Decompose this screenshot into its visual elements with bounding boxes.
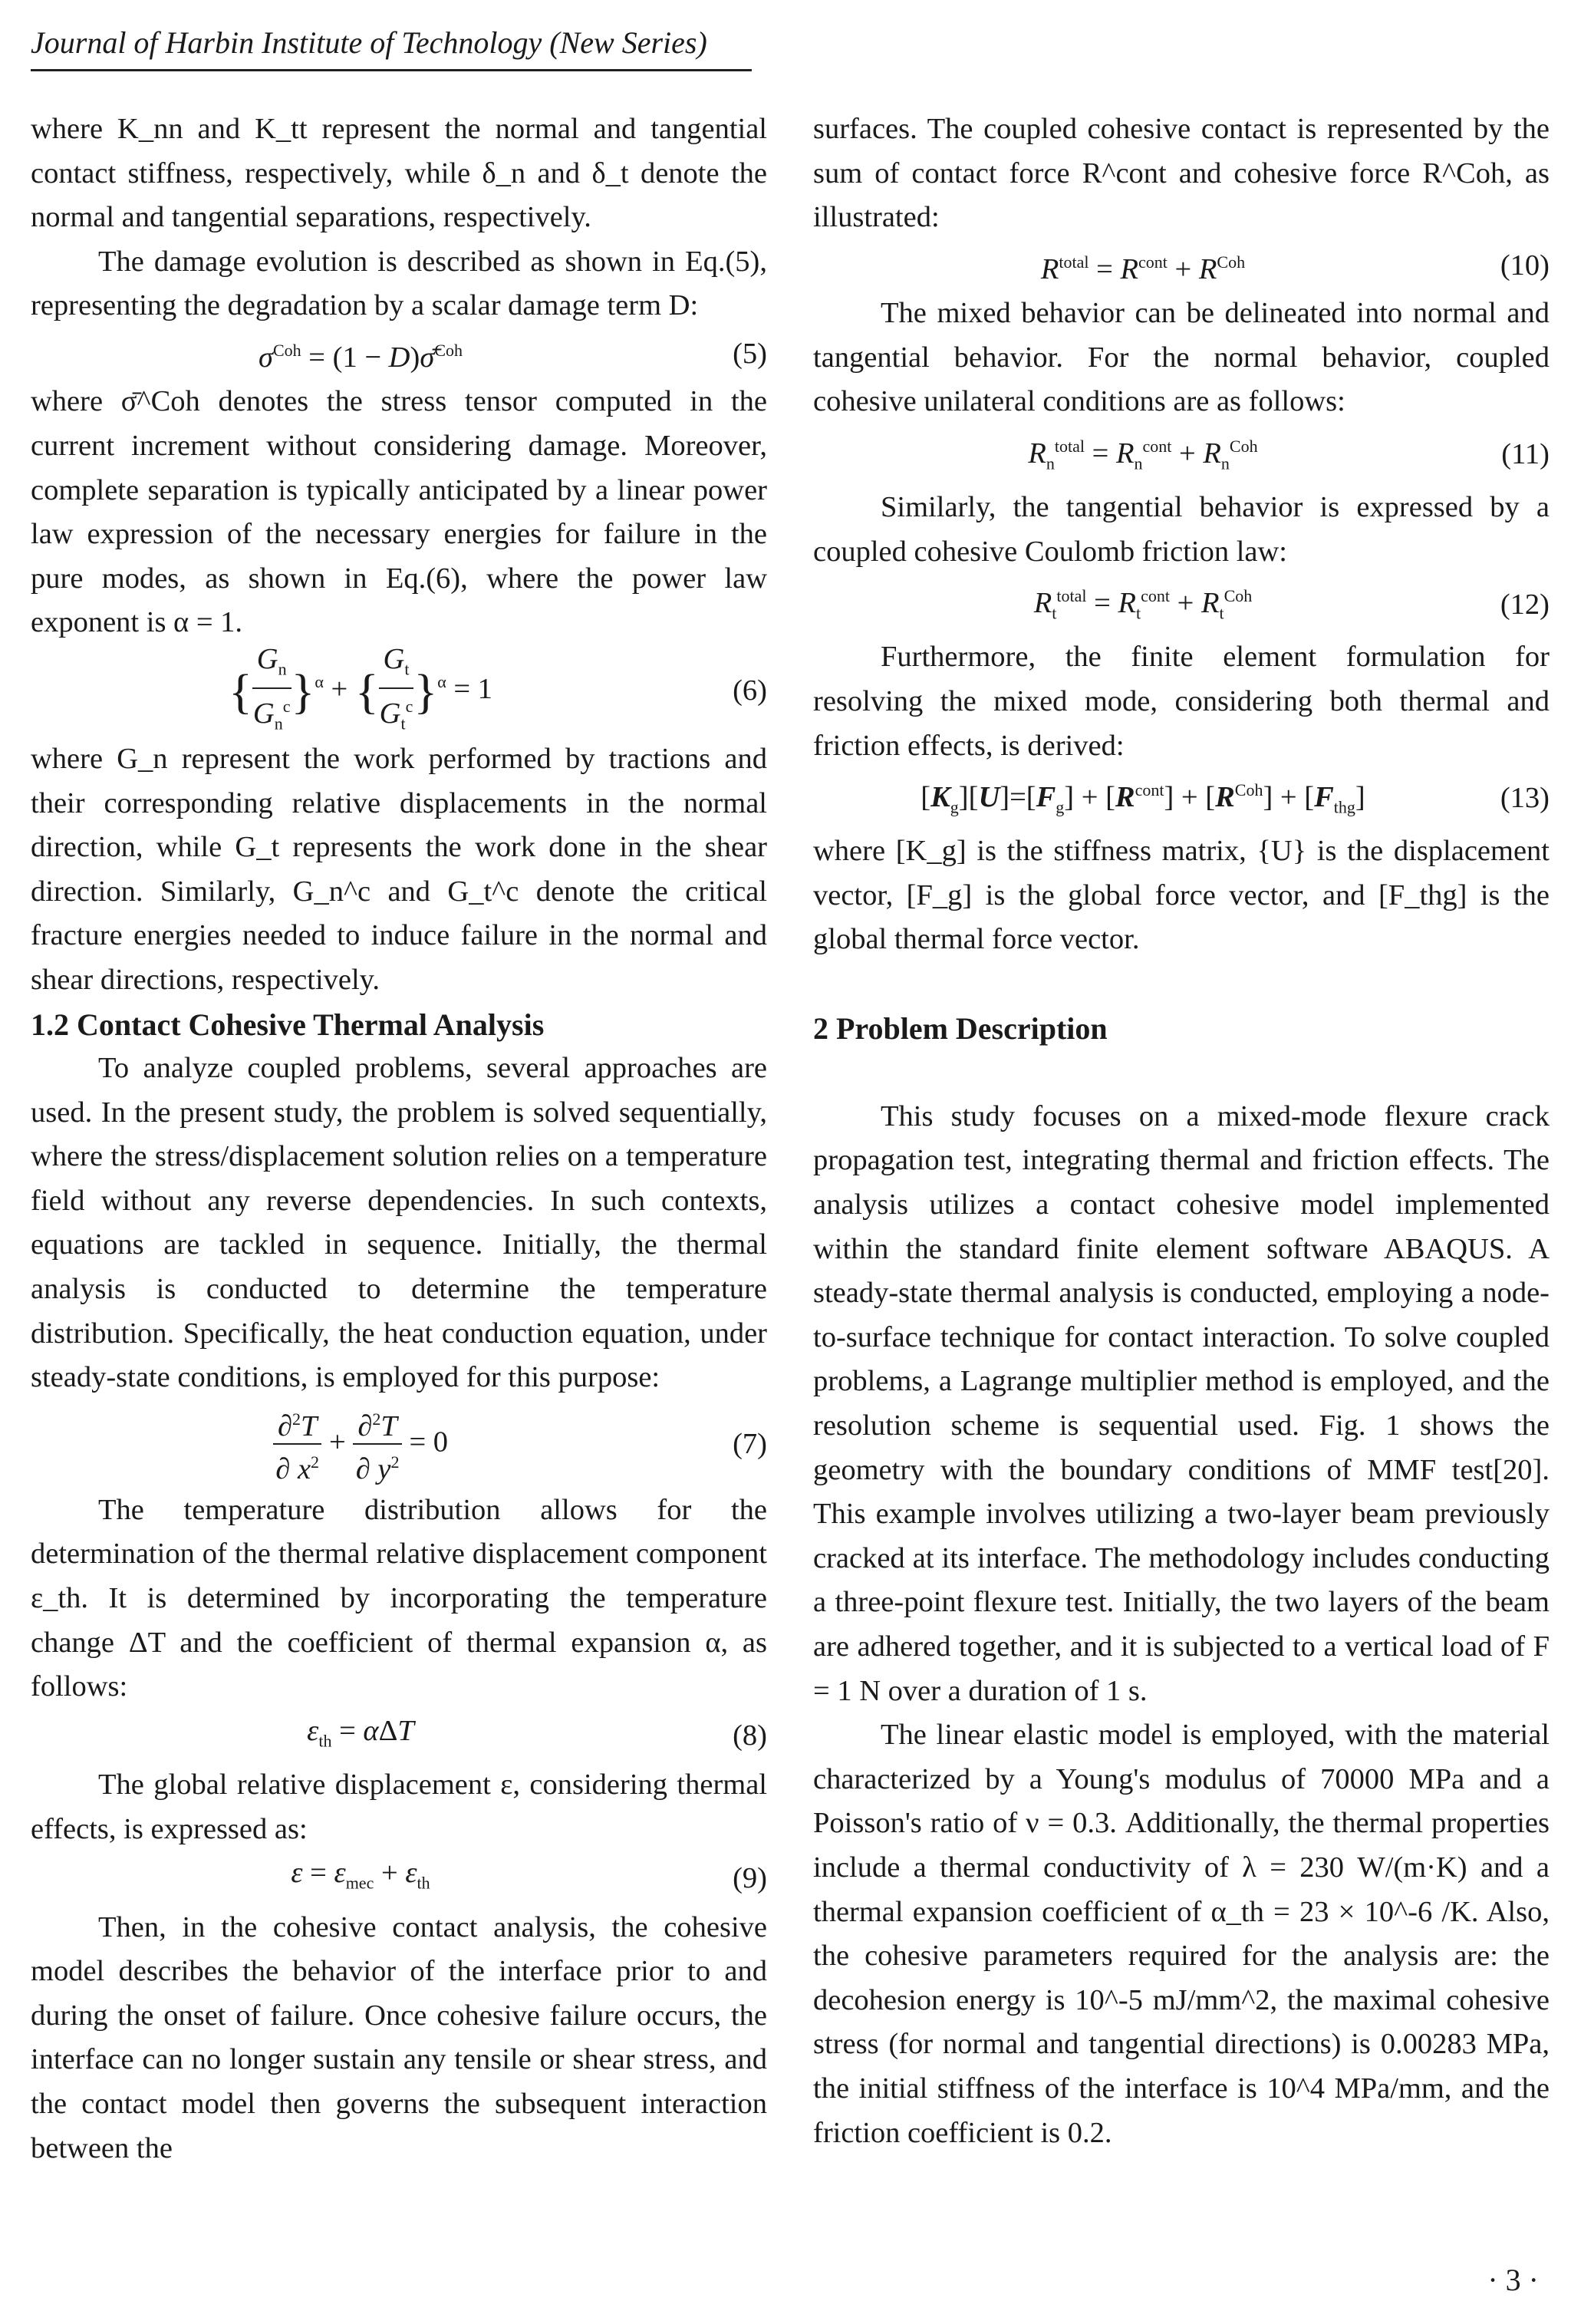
paragraph: The damage evolution is described as shown in Eq.(5), representing the degradation by a scalar damage term D: bbox=[31, 245, 767, 322]
equation-5: $\sigma^{Coh} = (1$ − D)σ̄$^{Coh}$ (5) bbox=[258, 337, 767, 374]
paragraph: Similarly, the tangential behavior is expressed by a coupled cohesive Coulomb friction law: bbox=[813, 491, 1550, 568]
paragraph: The temperature distribution allows for the determination of the thermal relative displacement component ε_th. It is determined by incorporating the temperature change ΔT and the coefficient of thermal expansion α, as follows: bbox=[31, 1493, 767, 1703]
paragraph: The mixed behavior can be delineated into normal and tangential behavior. For the normal behavior, coupled cohesive unilateral conditions are as follows: bbox=[813, 297, 1550, 418]
paragraph: The global relative displacement ε, considering thermal effects, is expressed as: bbox=[31, 1769, 767, 1845]
paragraph: To analyze coupled problems, several approaches are used. In the present study, the problem is solved sequentially, where the stress/displacement solution relies on a temperature field without any reverse dependencies. In such contexts, equations are tackled in sequence. Initially, the thermal analysis is conducted to determine the temperature distribution. Specifically, the heat conduction equation, under steady-state conditions, is employed for this purpose: bbox=[31, 1052, 767, 1394]
paragraph: where σ̄^Coh denotes the stress tensor computed in the current increment without considering damage. Moreover, complete separation is typically anticipated by a linear power law expression of the necessary energies for failure in the pure modes, as shown in Eq.(6), where the power law exponent is α = 1. bbox=[31, 385, 767, 639]
journal-header: Journal of Harbin Institute of Technology (New Series) bbox=[31, 25, 707, 60]
header-rule bbox=[31, 69, 752, 71]
equation-11: $R_n^{total} = R_n^{cont} + R_n^{Coh}$ (11) bbox=[1028, 436, 1550, 473]
paragraph: The linear elastic model is employed, with the material characterized by a Young's modulus of 70000 MPa and a Poisson's ratio of ν = 0.3. Additionally, the thermal properties include a thermal conductivity of λ = 230 W/(m·K) and a thermal expansion coefficient of α_th = 23 × 10^-6 /K. Also, the cohesive parameters required for the analysis are: the decohesion energy is 10^-5 mJ/mm^2, the maximal cohesive stress (for normal and tangential directions) is 0.00283 MPa, the initial stiffness of the interface is 10^4 MPa/mm, and the friction coefficient is 0.2. bbox=[813, 1719, 1550, 2149]
section-heading: 2 Problem Description bbox=[813, 1010, 1108, 1046]
section-heading: 1.2 Contact Cohesive Thermal Analysis bbox=[31, 1007, 545, 1042]
left-column bbox=[31, 107, 767, 2171]
equation-7: $\frac{\partial^2T}{\partial x^2}$ + $\frac{\partial^2T}{\partial y^2}$ = 0 (7) bbox=[31, 1400, 767, 1488]
paragraph: where [K_g] is the stiffness matrix, {U} is the displacement vector, [F_g] is the global force vector, and [F_thg] is the global thermal force vector. bbox=[813, 835, 1550, 956]
paragraph: surfaces. The coupled cohesive contact is represented by the sum of contact force R^cont and cohesive force R^Coh, as illustrated: bbox=[813, 113, 1550, 234]
equation-6: { $\frac{G_n}{G_n^c}$ }$^\alpha$ + { $\frac{G_t}{G_t^c}$ }$^\alpha$ = 1 (6) bbox=[229, 642, 767, 733]
paragraph: where K_nn and K_tt represent the normal and tangential contact stiffness, respectively, while δ_n and δ_t denote the normal and tangential separations, respectively. bbox=[31, 113, 767, 234]
paragraph: Then, in the cohesive contact analysis, the cohesive model describes the behavior of the interface prior to and during the onset of failure. Once cohesive failure occurs, the interface can no longer sustain any tensile or shear stress, and the contact model then governs the subsequent interaction between the bbox=[31, 1910, 767, 2164]
paragraph: where G_n represent the work performed by tractions and their corresponding relative displacements in the normal direction, while G_t represents the work done in the shear direction. Similarly, G_n^c and G_t^c denote the critical fracture energies needed to induce failure in the normal and shear directions, respectively. bbox=[31, 742, 767, 996]
equation-8: $\varepsilon_{th} = \alpha\Delta T$ (8) bbox=[307, 1714, 767, 1752]
paragraph: Furthermore, the finite element formulation for resolving the mixed mode, considering both thermal and friction effects, is derived: bbox=[813, 641, 1550, 762]
equation-10: $R^{total} = R^{cont} + R^{Coh}$ (10) bbox=[1040, 249, 1550, 285]
right-column bbox=[813, 107, 1550, 2155]
equation-9: $\varepsilon = \varepsilon_{mec} + \varepsilon_{th}$ (9) bbox=[291, 1857, 767, 1894]
paragraph: This study focuses on a mixed-mode flexure crack propagation test, integrating thermal and friction effects. The analysis utilizes a contact cohesive model implemented within the standard finite element software ABAQUS. A steady-state thermal analysis is conducted, employing a node-to-surface technique for contact interaction. To solve coupled problems, a Lagrange multiplier method is employed, and the resolution scheme is sequential used. Fig. 1 shows the geometry with the boundary conditions of MMF test[20]. This example involves utilizing a two-layer beam previously cracked at its interface. The methodology includes conducting a three-point flexure test. Initially, the two layers of the beam are adhered together, and it is subjected to a vertical load of F = 1 N over a duration of 1 s. bbox=[813, 1099, 1550, 1707]
page-number: · 3 · bbox=[1487, 2263, 1539, 2297]
equation-13: $[K_g][U]=[F_g] + [R^{cont}] + [R^{Coh}] + [F_{thg}]$ (13) bbox=[921, 780, 1550, 817]
equation-12: $R_t^{total} = R_t^{cont} + R_t^{Coh}$ (12) bbox=[1033, 586, 1550, 623]
